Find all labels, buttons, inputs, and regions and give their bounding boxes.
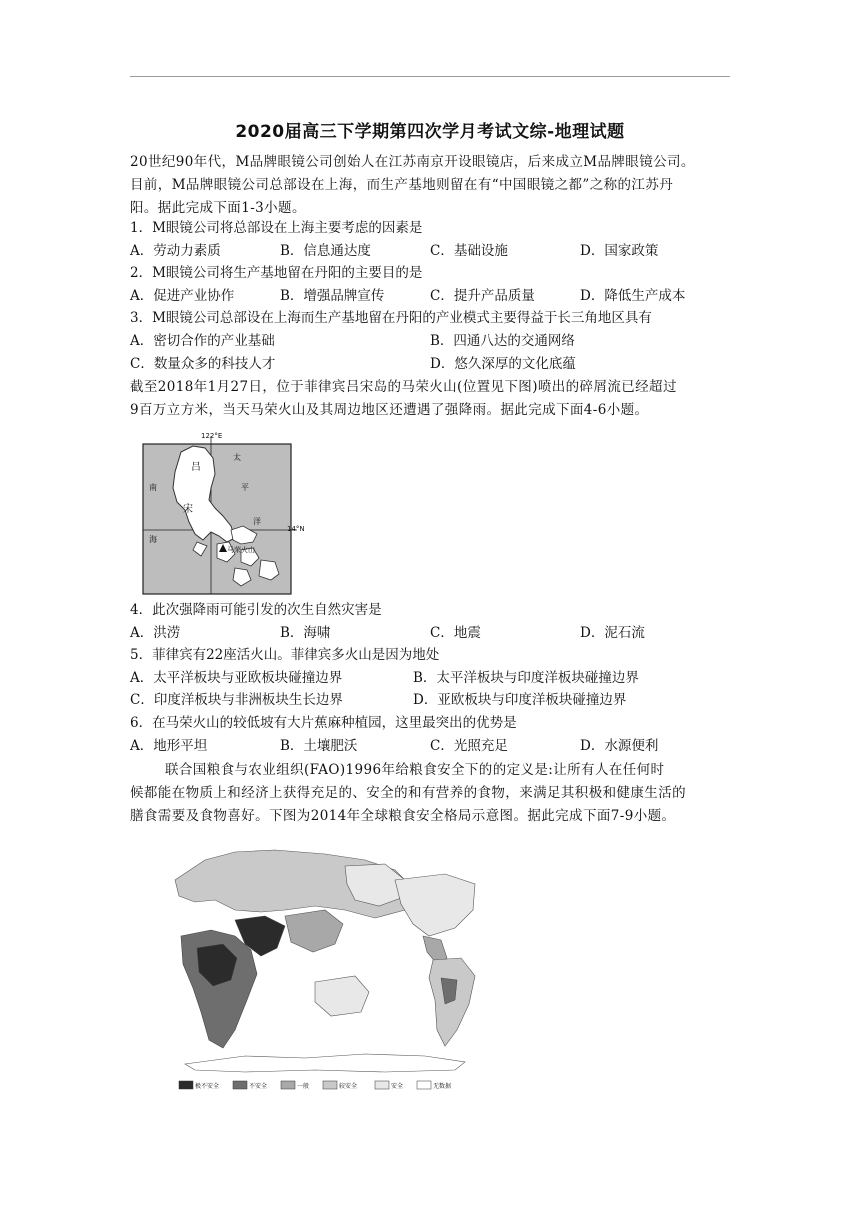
q4-option-a[interactable]: A．洪涝: [130, 625, 181, 641]
legend-label-3: 一般: [297, 1083, 310, 1090]
q5-option-b[interactable]: B．太平洋板块与印度洋板块碰撞边界: [413, 670, 639, 686]
q6-option-d[interactable]: D．水源便利: [580, 738, 659, 754]
q6-option-c[interactable]: C．光照充足: [430, 738, 508, 754]
header-rule: [130, 76, 730, 77]
intro1-line-3: 阳。据此完成下面1-3小题。: [130, 200, 306, 216]
q2-option-a[interactable]: A．促进产业协作: [130, 288, 235, 304]
map-label-song: 宋: [183, 504, 193, 515]
q5-option-a[interactable]: A．太平洋板块与亚欧板块碰撞边界: [130, 670, 343, 686]
intro3-line-2: 候都能在物质上和经济上获得充足的、安全的和有营养的食物，来满足其积极和健康生活的: [130, 785, 686, 801]
q4-option-b[interactable]: B．海啸: [280, 625, 331, 641]
luzon-map: [131, 430, 305, 596]
map-legend: [179, 1081, 451, 1090]
q1-option-a[interactable]: A．劳动力素质: [130, 243, 221, 259]
q2-option-c[interactable]: C．提升产品质量: [430, 288, 535, 304]
legend-label-2: 不安全: [249, 1083, 268, 1090]
q5-option-c[interactable]: C．印度洋板块与非洲板块生长边界: [130, 692, 343, 708]
intro1-line-2: 目前，M品牌眼镜公司总部设在上海，而生产基地则留在有“中国眼镜之都”之称的江苏丹: [130, 177, 674, 193]
q6-option-b[interactable]: B．土壤肥沃: [280, 738, 358, 754]
q4-stem: 4．此次强降雨可能引发的次生自然灾害是: [130, 602, 382, 618]
q6-option-a[interactable]: A．地形平坦: [130, 738, 208, 754]
q2-stem: 2．M眼镜公司将生产基地留在丹阳的主要目的是: [130, 265, 423, 281]
map-label-yang: 洋: [253, 517, 261, 526]
page-title: 2020届高三下学期第四次学月考试文综-地理试题: [235, 122, 625, 142]
q3-option-b[interactable]: B．四通八达的交通网络: [430, 333, 575, 349]
q4-option-c[interactable]: C．地震: [430, 625, 481, 641]
lon-label: 122°E: [201, 432, 223, 440]
legend-label-4: 较安全: [339, 1083, 358, 1090]
map-label-lu: 吕: [191, 462, 201, 473]
q3-stem: 3．M眼镜公司总部设在上海而生产基地留在丹阳的产业模式主要得益于长三角地区具有: [130, 310, 652, 326]
map-label-ping: 平: [241, 483, 249, 492]
intro2-line-1: 截至2018年1月27日，位于菲律宾吕宋岛的马荣火山(位置见下图)喷出的碎屑流已经超过: [130, 379, 677, 395]
q1-option-c[interactable]: C．基础设施: [430, 243, 508, 259]
q1-option-b[interactable]: B．信息通达度: [280, 243, 371, 259]
q3-option-d[interactable]: D．悠久深厚的文化底蕴: [430, 356, 576, 372]
intro2-line-2: 9百万立方米，当天马荣火山及其周边地区还遭遇了强降雨。据此完成下面4-6小题。: [130, 402, 649, 418]
q3-option-c[interactable]: C．数量众多的科技人才: [130, 356, 276, 372]
q4-option-d[interactable]: D．泥石流: [580, 625, 645, 641]
q3-option-a[interactable]: A．密切合作的产业基础: [130, 333, 275, 349]
map-label-hai: 海: [149, 535, 157, 544]
q1-stem: 1．M眼镜公司将总部设在上海主要考虑的因素是: [130, 220, 423, 236]
q1-option-d[interactable]: D．国家政策: [580, 243, 659, 259]
q5-stem: 5．菲律宾有22座活火山。菲律宾多火山是因为地处: [130, 647, 440, 663]
q2-option-d[interactable]: D．降低生产成本: [580, 288, 686, 304]
legend-label-1: 极不安全: [195, 1083, 220, 1090]
lat-label: 14°N: [287, 525, 305, 533]
legend-label-6: 无数据: [433, 1083, 452, 1090]
legend-label-5: 安全: [391, 1083, 404, 1090]
intro3-line-1: 联合国粮食与农业组织(FAO)1996年给粮食安全下的的定义是:让所有人在任何时: [165, 762, 665, 778]
intro1-line-1: 20世纪90年代，M品牌眼镜公司创始人在江苏南京开设眼镜店，后来成立M品牌眼镜公司。: [130, 154, 695, 170]
map-label-tai: 太: [233, 453, 241, 462]
q5-option-d[interactable]: D．亚欧板块与印度洋板块碰撞边界: [413, 692, 627, 708]
q6-stem: 6．在马荣火山的较低坡有大片蕉麻种植园，这里最突出的优势是: [130, 715, 517, 731]
world-food-security-map: [165, 840, 485, 1100]
map-label-nan: 南: [149, 483, 157, 492]
q2-option-b[interactable]: B．增强品牌宣传: [280, 288, 385, 304]
volcano-label: 马荣火山: [227, 546, 255, 554]
intro3-line-3: 膳食需要及食物喜好。下图为2014年全球粮食安全格局示意图。据此完成下面7-9小题。: [130, 808, 676, 824]
